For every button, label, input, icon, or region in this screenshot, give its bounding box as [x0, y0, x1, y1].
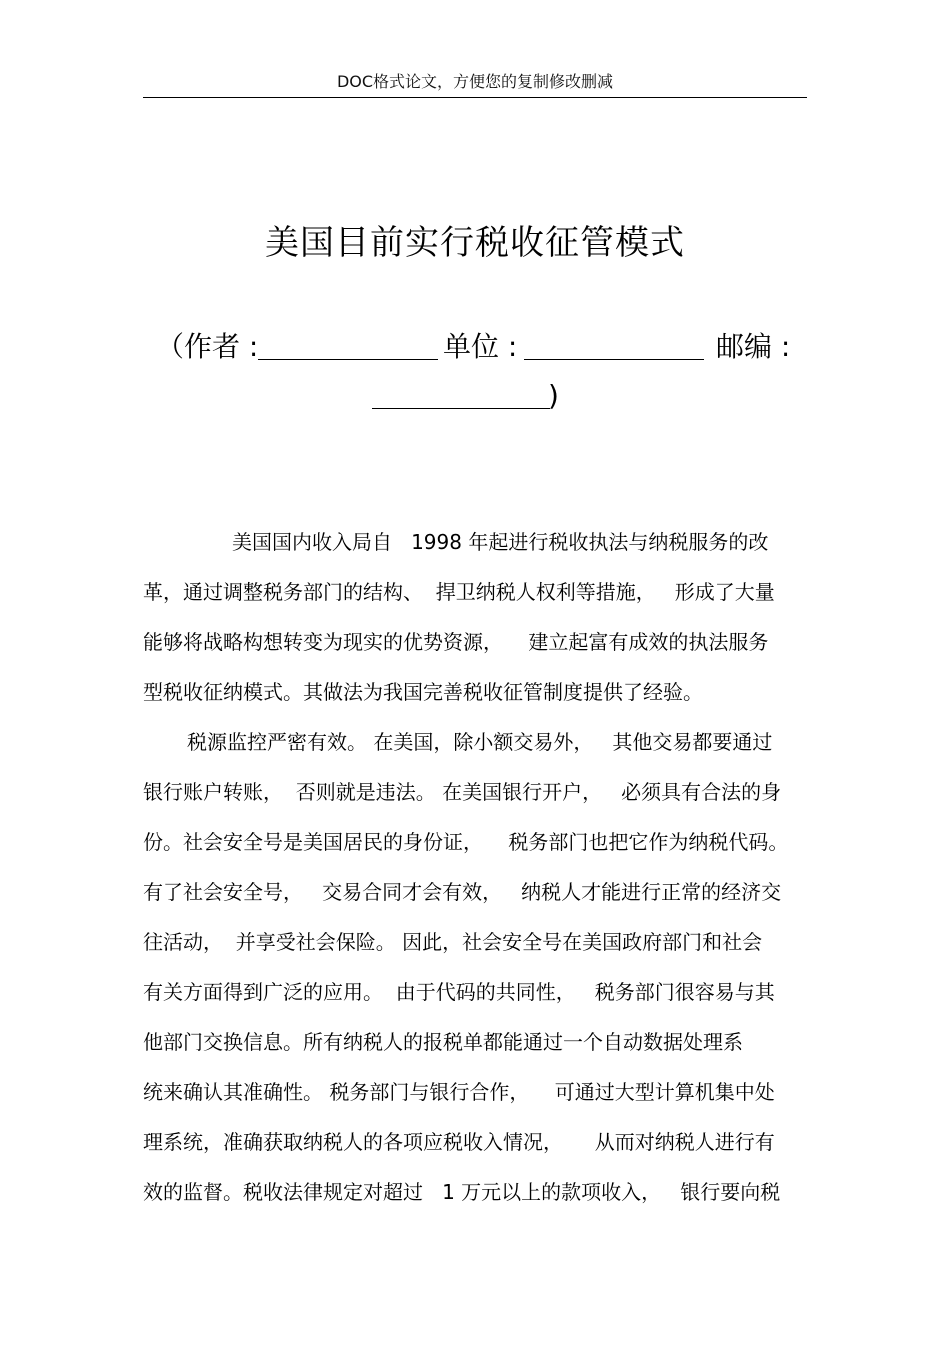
- body-line: 银行账户转账， 否则就是违法。 在美国银行开户， 必须具有合法的身: [143, 780, 782, 804]
- zip-label: 邮编 :: [716, 330, 791, 363]
- unit-blank: [524, 359, 704, 360]
- header-text: DOC格式论文，方便您的复制修改删减: [336, 72, 614, 91]
- body-line: 理系统，准确获取纳税人的各项应税收入情况， 从而对纳税人进行有: [143, 1130, 775, 1154]
- author-label: （作者 :: [156, 330, 259, 363]
- close-paren: ): [548, 379, 559, 412]
- body-line: 税源监控严密有效。 在美国，除小额交易外， 其他交易都要通过: [187, 730, 773, 754]
- body-line: 能够将战略构想转变为现实的优势资源， 建立起富有成效的执法服务: [143, 630, 769, 654]
- body-line: 有关方面得到广泛的应用。 由于代码的共同性， 税务部门很容易与其: [143, 980, 775, 1004]
- body-line: 型税收征纳模式。其做法为我国完善税收征管制度提供了经验。: [143, 680, 703, 704]
- body-line: 往活动， 并享受社会保险。 因此，社会安全号在美国政府部门和社会: [143, 930, 763, 954]
- body-line: 份。社会安全号是美国居民的身份证， 税务部门也把它作为纳税代码。: [143, 830, 789, 854]
- document-title: 美国目前实行税收征管模式: [265, 223, 685, 263]
- body-line: 他部门交换信息。所有纳税人的报税单都能通过一个自动数据处理系: [143, 1030, 743, 1054]
- header-divider: [143, 97, 807, 98]
- body-line: 统来确认其准确性。 税务部门与银行合作， 可通过大型计算机集中处: [143, 1080, 775, 1104]
- unit-label: 单位 :: [443, 330, 518, 363]
- body-line: 效的监督。税收法律规定对超过 1 万元以上的款项收入， 银行要向税: [143, 1180, 781, 1204]
- zip-blank: [372, 408, 550, 409]
- body-line: 革，通过调整税务部门的结构、 捍卫纳税人权利等措施， 形成了大量: [143, 580, 775, 604]
- author-blank: [258, 359, 438, 360]
- body-line: 有了社会安全号， 交易合同才会有效， 纳税人才能进行正常的经济交: [143, 880, 782, 904]
- body-line: 美国国内收入局自 1998 年起进行税收执法与纳税服务的改: [232, 530, 769, 554]
